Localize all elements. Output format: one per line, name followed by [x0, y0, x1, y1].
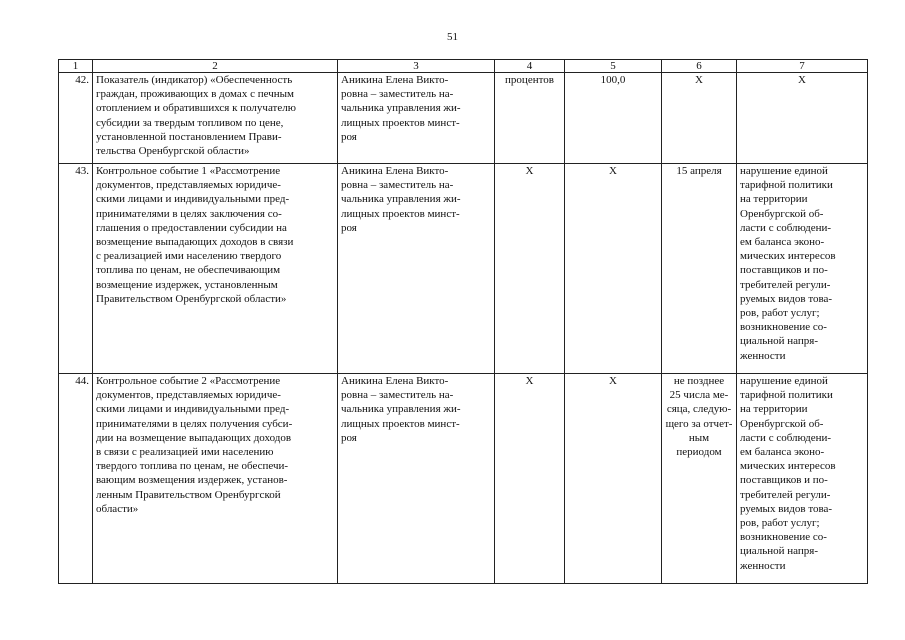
row-number: 43.: [59, 164, 93, 374]
column-header: 2: [93, 60, 338, 73]
row-name: Контрольное событие 2 «Рассмотрение документов, представляемых юридиче- скими лицами и индивидуальными пред- принимателями в целях получения субси- дии на возмещение выпадающих доходов в связи с реализацией ими населению твердого топлива по ценам, не обеспечи- вающим возмещения издержек, установ- ленным Правительством Оренбургской области»: [93, 374, 338, 584]
row-number: 42.: [59, 73, 93, 164]
row-responsible: Аникина Елена Викто- ровна – заместитель на- чальника управления жи- лищных проектов минст- роя: [338, 73, 495, 164]
row-risk: нарушение единой тарифной политики на территории Оренбургской об- ласти с соблюдени- ем баланса эконо- мических интересов поставщиков и по- требителей регули- руемых видов това- ров, работ услуг; возникновение со- циальной напря- женности: [737, 374, 868, 584]
row-deadline: Х: [662, 73, 737, 164]
table-row: [59, 73, 868, 164]
row-responsible: Аникина Елена Викто- ровна – заместитель на- чальника управления жи- лищных проектов минст- роя: [338, 374, 495, 584]
row-unit: Х: [495, 164, 565, 374]
row-deadline: 15 апреля: [662, 164, 737, 374]
column-header: 1: [59, 60, 93, 73]
row-name: Контрольное событие 1 «Рассмотрение документов, представляемых юридиче- скими лицами и индивидуальными пред- принимателями в целях заключения со- глашения о предоставлении субсидии на возмещение выпадающих доходов в связи с реализацией ими населению твердого топлива по ценам, не обеспечивающим возмещение издержек, установленным Правительством Оренбургской области»: [93, 164, 338, 374]
row-risk: Х: [737, 73, 868, 164]
page-number: 51: [447, 31, 458, 43]
row-value: Х: [565, 164, 662, 374]
document-table: [58, 59, 868, 584]
table-row: [59, 374, 868, 584]
column-header: 5: [565, 60, 662, 73]
row-name: Показатель (индикатор) «Обеспеченность граждан, проживающих в домах с печным отоплением и обратившихся к получателю субсидии за твердым топливом по цене, установленной постановлением Прави- тельства Оренбургской области»: [93, 73, 338, 164]
row-value: 100,0: [565, 73, 662, 164]
row-responsible: Аникина Елена Викто- ровна – заместитель на- чальника управления жи- лищных проектов минст- роя: [338, 164, 495, 374]
row-risk: нарушение единой тарифной политики на территории Оренбургской об- ласти с соблюдени- ем баланса эконо- мических интересов поставщиков и по- требителей регули- руемых видов това- ров, работ услуг; возникновение со- циальной напря- женности: [737, 164, 868, 374]
column-header: 7: [737, 60, 868, 73]
row-number: 44.: [59, 374, 93, 584]
column-header: 6: [662, 60, 737, 73]
row-deadline: не позднее 25 числа ме- сяца, следую- щего за отчет- ным периодом: [662, 374, 737, 584]
column-header: 3: [338, 60, 495, 73]
table-row: [59, 164, 868, 374]
table-header-row: [59, 60, 868, 73]
row-unit: Х: [495, 374, 565, 584]
column-header: 4: [495, 60, 565, 73]
row-value: Х: [565, 374, 662, 584]
row-unit: процентов: [495, 73, 565, 164]
